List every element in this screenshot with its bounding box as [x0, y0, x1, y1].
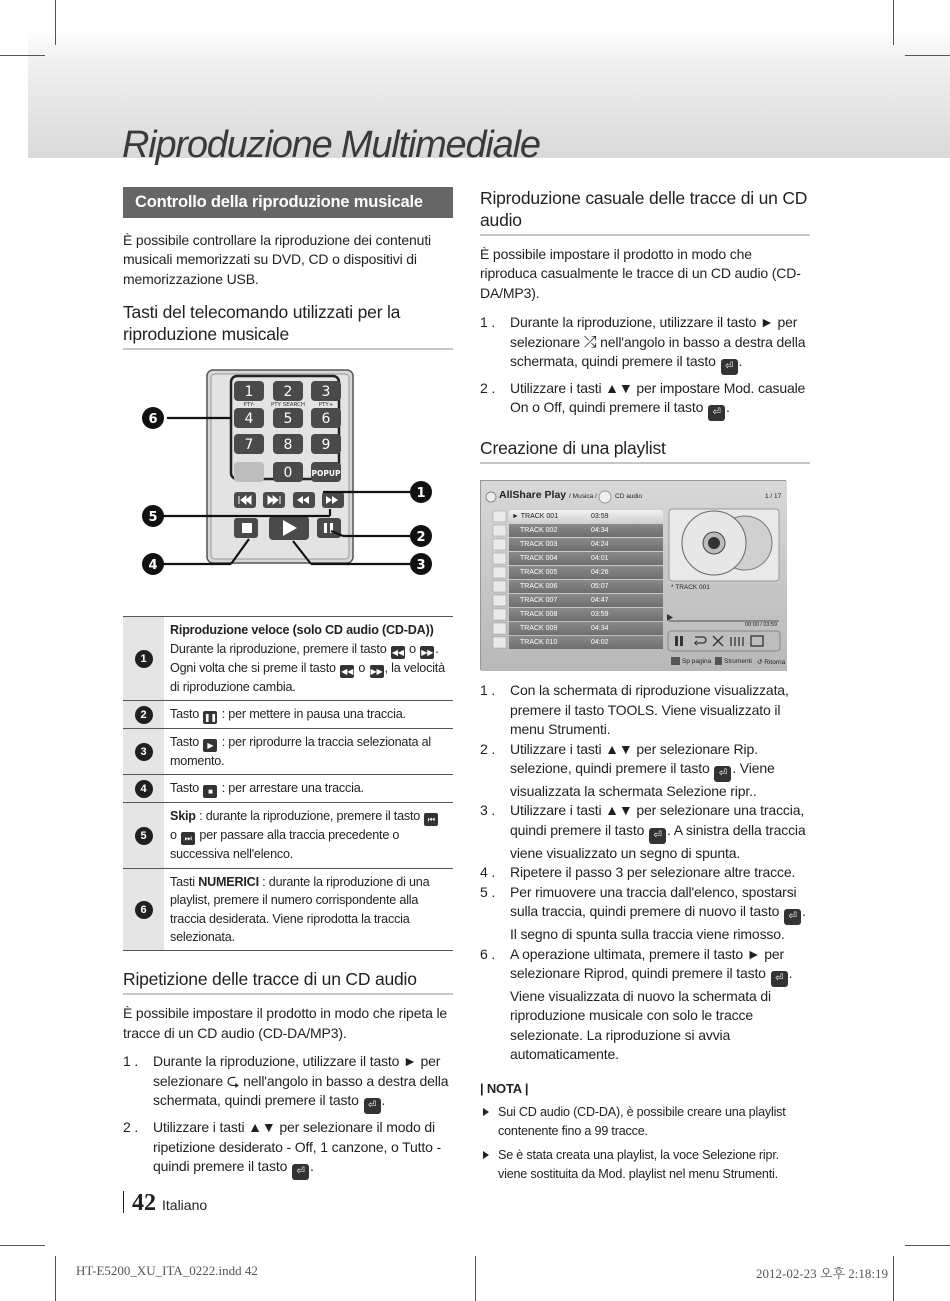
shuffle-icon: ⤮	[583, 333, 597, 351]
table-row: 5 Skip : durante la riproduzione, premere il tasto ⏮ o ⏭ per passare alla traccia precedente o successiva nell'elenco.	[123, 803, 453, 868]
section-title: Controllo della riproduzione musicale	[123, 187, 453, 218]
callout-5: 5	[148, 510, 158, 526]
track-duration: 04:01	[591, 555, 609, 563]
row-title: Riproduzione veloce (solo CD audio (CD-DA))	[170, 623, 434, 638]
track-duration: 04:34	[591, 625, 609, 633]
list-item: Se è stata creata una playlist, la voce Selezione ripr. viene sostituita da Mod. playlist nel menu Strumenti.	[480, 1146, 810, 1184]
fast-forward-icon: ▶▶	[421, 647, 434, 657]
list-item: 1 . Con la schermata di riproduzione visualizzata, premere il tasto TOOLS. Viene visualizzato il menu Strumenti.	[480, 682, 789, 738]
enter-icon: ⏎	[364, 1098, 381, 1114]
crop-mark	[475, 1256, 476, 1301]
table-row: 6 Tasti NUMERICI : durante la riproduzione di una playlist, premere il numero corrispondente alla traccia desiderata. Viene riprodotta la traccia selezionata.	[123, 868, 453, 951]
track-row[interactable]	[509, 510, 663, 524]
crop-mark	[55, 0, 56, 45]
repeat-heading: Ripetizione delle tracce di un CD audio	[123, 968, 453, 995]
allshare-counter: 1 / 17	[765, 493, 782, 501]
play-icon: ▶	[203, 739, 217, 752]
key-0: 0	[283, 465, 293, 482]
list-item: 2 . Utilizzare i tasti ▲▼ per selezionare il modo di ripetizione desiderato - Off, 1 canzone, o Tutto - quindi premere il tasto ⏎ .	[123, 1118, 453, 1180]
nota-title: | NOTA |	[480, 1080, 529, 1096]
track-list[interactable]	[509, 510, 663, 650]
list-item: 6 . A operazione ultimata, premere il tasto ► per selezionare Riprod, quindi premere il tasto ⏎ . Viene visualizzata di nuovo la schermata di riproduzione musicale con solo le tracce selezionate. La riproduzione si avvia automaticamente.	[480, 945, 793, 1063]
callout-6: 6	[148, 412, 158, 428]
key-5: 5	[283, 411, 293, 428]
fast-forward-icon: ▶▶	[370, 666, 383, 676]
right-column	[480, 187, 810, 1184]
track-row[interactable]	[509, 580, 663, 594]
key-9: 9	[321, 437, 331, 454]
repeat-icon: ⮎	[226, 1072, 240, 1090]
track-row[interactable]	[509, 636, 663, 650]
repeat-steps	[123, 1052, 453, 1180]
shuffle-heading: Riproduzione casuale delle tracce di un CD audio	[480, 187, 810, 236]
track-name: ► TRACK 001	[512, 513, 559, 521]
enter-icon: ⏎	[771, 971, 788, 987]
track-name: TRACK 005	[520, 569, 558, 577]
intro-paragraph: È possibile controllare la riproduzione dei contenuti musicali memorizzati su DVD, CD o dispositivi di memorizzazione USB.	[123, 232, 432, 287]
pause-icon: ❚❚	[203, 713, 217, 723]
list-item: 5 . Per rimuovere una traccia dall'elenco, spostarsi sulla traccia, quindi premere di nuovo il tasto ⏎ . Il segno di spunta sulla traccia viene rimosso.	[480, 883, 806, 943]
track-duration: 04:24	[591, 541, 609, 549]
enter-icon: ⏎	[292, 1164, 309, 1180]
key-2: 2	[283, 384, 293, 401]
page-footer	[123, 1190, 207, 1217]
label-pty-plus: PTY+	[318, 402, 334, 409]
date-slug: 2012-02-23 오후 2:18:19	[756, 1266, 888, 1281]
page-number: 42	[132, 1190, 156, 1216]
track-duration: 04:34	[591, 527, 609, 535]
shuffle-steps	[480, 313, 810, 421]
callout-2: 2	[416, 530, 426, 546]
bullet-triangle-icon	[483, 1151, 489, 1159]
footer-back-hint: Ritorna	[764, 659, 786, 667]
crop-mark	[893, 0, 894, 45]
list-item: 4 . Ripetere il passo 3 per selezionare altre tracce.	[480, 864, 796, 881]
table-row: 4 Tasto ■ : per arrestare una traccia.	[123, 775, 453, 803]
callout-4: 4	[148, 558, 158, 574]
remote-illustration	[123, 366, 453, 594]
nota-list	[480, 1103, 810, 1185]
table-row: 2 Tasto ❚❚ : per mettere in pausa una traccia.	[123, 701, 453, 729]
enter-icon: ⏎	[708, 405, 725, 421]
list-item: Sui CD audio (CD-DA), è possibile creare una playlist contenente fino a 99 tracce.	[480, 1103, 810, 1141]
repeat-intro: È possibile impostare il prodotto in modo che ripeta le tracce di un CD audio (CD-DA/MP3).	[123, 1005, 448, 1041]
table-row: 3 Tasto ▶ : per riprodurre la traccia selezionata al momento.	[123, 729, 453, 775]
elapsed-time: 00:00 / 03:59	[745, 622, 778, 629]
key-8: 8	[283, 437, 293, 454]
remote-control-drawing	[123, 366, 453, 594]
track-row[interactable]	[509, 552, 663, 566]
allshare-folder: CD audio	[615, 493, 643, 501]
list-item: 3 . Utilizzare i tasti ▲▼ per selezionare una traccia, quindi premere il tasto ⏎ . A sinistra della traccia viene visualizzato un segno di spunta.	[480, 802, 806, 861]
track-duration: 03:59	[591, 513, 609, 521]
left-column	[123, 187, 453, 1180]
allshare-app-title: AllShare Play	[499, 489, 567, 502]
rewind-icon: ◀◀	[391, 647, 404, 657]
track-row[interactable]	[509, 608, 663, 622]
badge-5: 5	[135, 827, 153, 845]
track-name: TRACK 002	[520, 527, 558, 535]
file-slug: HT-E5200_XU_ITA_0222.indd 42	[76, 1263, 258, 1278]
crop-mark	[905, 55, 950, 56]
badge-1: 1	[135, 650, 153, 668]
track-name: TRACK 010	[520, 639, 558, 647]
badge-6: 6	[135, 901, 153, 919]
track-row[interactable]	[509, 538, 663, 552]
track-name: TRACK 007	[520, 597, 558, 605]
bullet-triangle-icon	[483, 1108, 489, 1116]
key-4: 4	[244, 411, 254, 428]
remote-heading: Tasti del telecomando utilizzati per la riproduzione musicale	[123, 301, 453, 350]
stop-icon: ■	[203, 785, 217, 798]
footer-page-hint: Sp pagina	[682, 658, 712, 666]
playlist-heading: Creazione di una playlist	[480, 437, 810, 464]
key-1: 1	[244, 384, 254, 401]
footer-divider	[123, 1191, 124, 1213]
callout-3: 3	[416, 558, 426, 574]
key-popup: POPUP	[311, 469, 341, 479]
crop-mark	[0, 55, 45, 56]
allshare-screen	[480, 480, 786, 670]
shuffle-intro: È possibile impostare il prodotto in modo che riproduca casualmente le tracce di un CD audio (CD-DA/MP3).	[480, 246, 801, 301]
list-item: 1 . Durante la riproduzione, utilizzare il tasto ► per selezionare ⮎ nell'angolo in basso a destra della schermata, quindi premere il tasto ⏎ .	[123, 1052, 453, 1114]
track-name: TRACK 006	[520, 583, 558, 591]
key-7: 7	[244, 437, 254, 454]
playlist-steps	[480, 681, 810, 1064]
now-playing-label: * TRACK 001	[671, 584, 710, 592]
list-item: 1 . Durante la riproduzione, utilizzare il tasto ► per selezionare ⤮ nell'angolo in basso a destra della schermata, quindi premere il tasto ⏎ .	[480, 313, 810, 375]
badge-2: 2	[135, 706, 153, 724]
skip-forward-icon: ⏭	[181, 832, 195, 845]
label-pty-minus: PTY-	[243, 402, 255, 409]
track-duration: 05:07	[591, 583, 609, 591]
key-3: 3	[321, 384, 331, 401]
callout-1: 1	[416, 486, 426, 502]
crop-mark	[0, 1245, 45, 1246]
control-table	[123, 616, 453, 951]
list-item: 2 . Utilizzare i tasti ▲▼ per selezionare Rip. selezione, quindi premere il tasto ⏎ . Viene visualizzata la schermata Selezione ripr..	[480, 740, 775, 800]
crop-mark	[893, 1256, 894, 1301]
track-row[interactable]	[509, 524, 663, 538]
return-icon: ↺	[757, 659, 763, 667]
track-name: TRACK 008	[520, 611, 558, 619]
table-row: 1 Riproduzione veloce (solo CD audio (CD-DA)) Durante la riproduzione, premere il tasto ◀◀ o ▶▶ . Ogni volta che si preme il tasto ◀◀ o ▶▶ , la velocità di riproduzione cambia.	[123, 617, 453, 701]
track-row[interactable]	[509, 622, 663, 636]
crop-mark	[905, 1245, 950, 1246]
key-6: 6	[321, 411, 331, 428]
list-item: 2 . Utilizzare i tasti ▲▼ per impostare Mod. casuale On o Off, quindi premere il tasto ⏎ .	[480, 379, 810, 421]
track-name: TRACK 003	[520, 541, 558, 549]
label-pty-search: PTY SEARCH	[270, 402, 306, 409]
footer-tools-hint: Strumenti	[724, 658, 752, 666]
crop-mark	[55, 1256, 56, 1301]
rewind-icon: ◀◀	[341, 666, 354, 676]
badge-4: 4	[135, 780, 153, 798]
track-name: TRACK 004	[520, 555, 558, 563]
track-duration: 04:26	[591, 569, 609, 577]
badge-3: 3	[135, 743, 153, 761]
enter-icon: ⏎	[784, 909, 801, 925]
enter-icon: ⏎	[649, 828, 666, 844]
enter-icon: ⏎	[714, 766, 731, 782]
track-name: TRACK 009	[520, 625, 558, 633]
track-duration: 04:02	[591, 639, 609, 647]
enter-icon: ⏎	[721, 359, 738, 375]
page-title: Riproduzione Multimediale	[122, 124, 540, 166]
track-duration: 04:47	[591, 597, 609, 605]
track-row[interactable]	[509, 594, 663, 608]
skip-back-icon: ⏮	[424, 813, 438, 826]
page-language: Italiano	[162, 1197, 208, 1213]
track-duration: 03:59	[591, 611, 609, 619]
allshare-path: / Musica /	[569, 493, 597, 501]
track-row[interactable]	[509, 566, 663, 580]
